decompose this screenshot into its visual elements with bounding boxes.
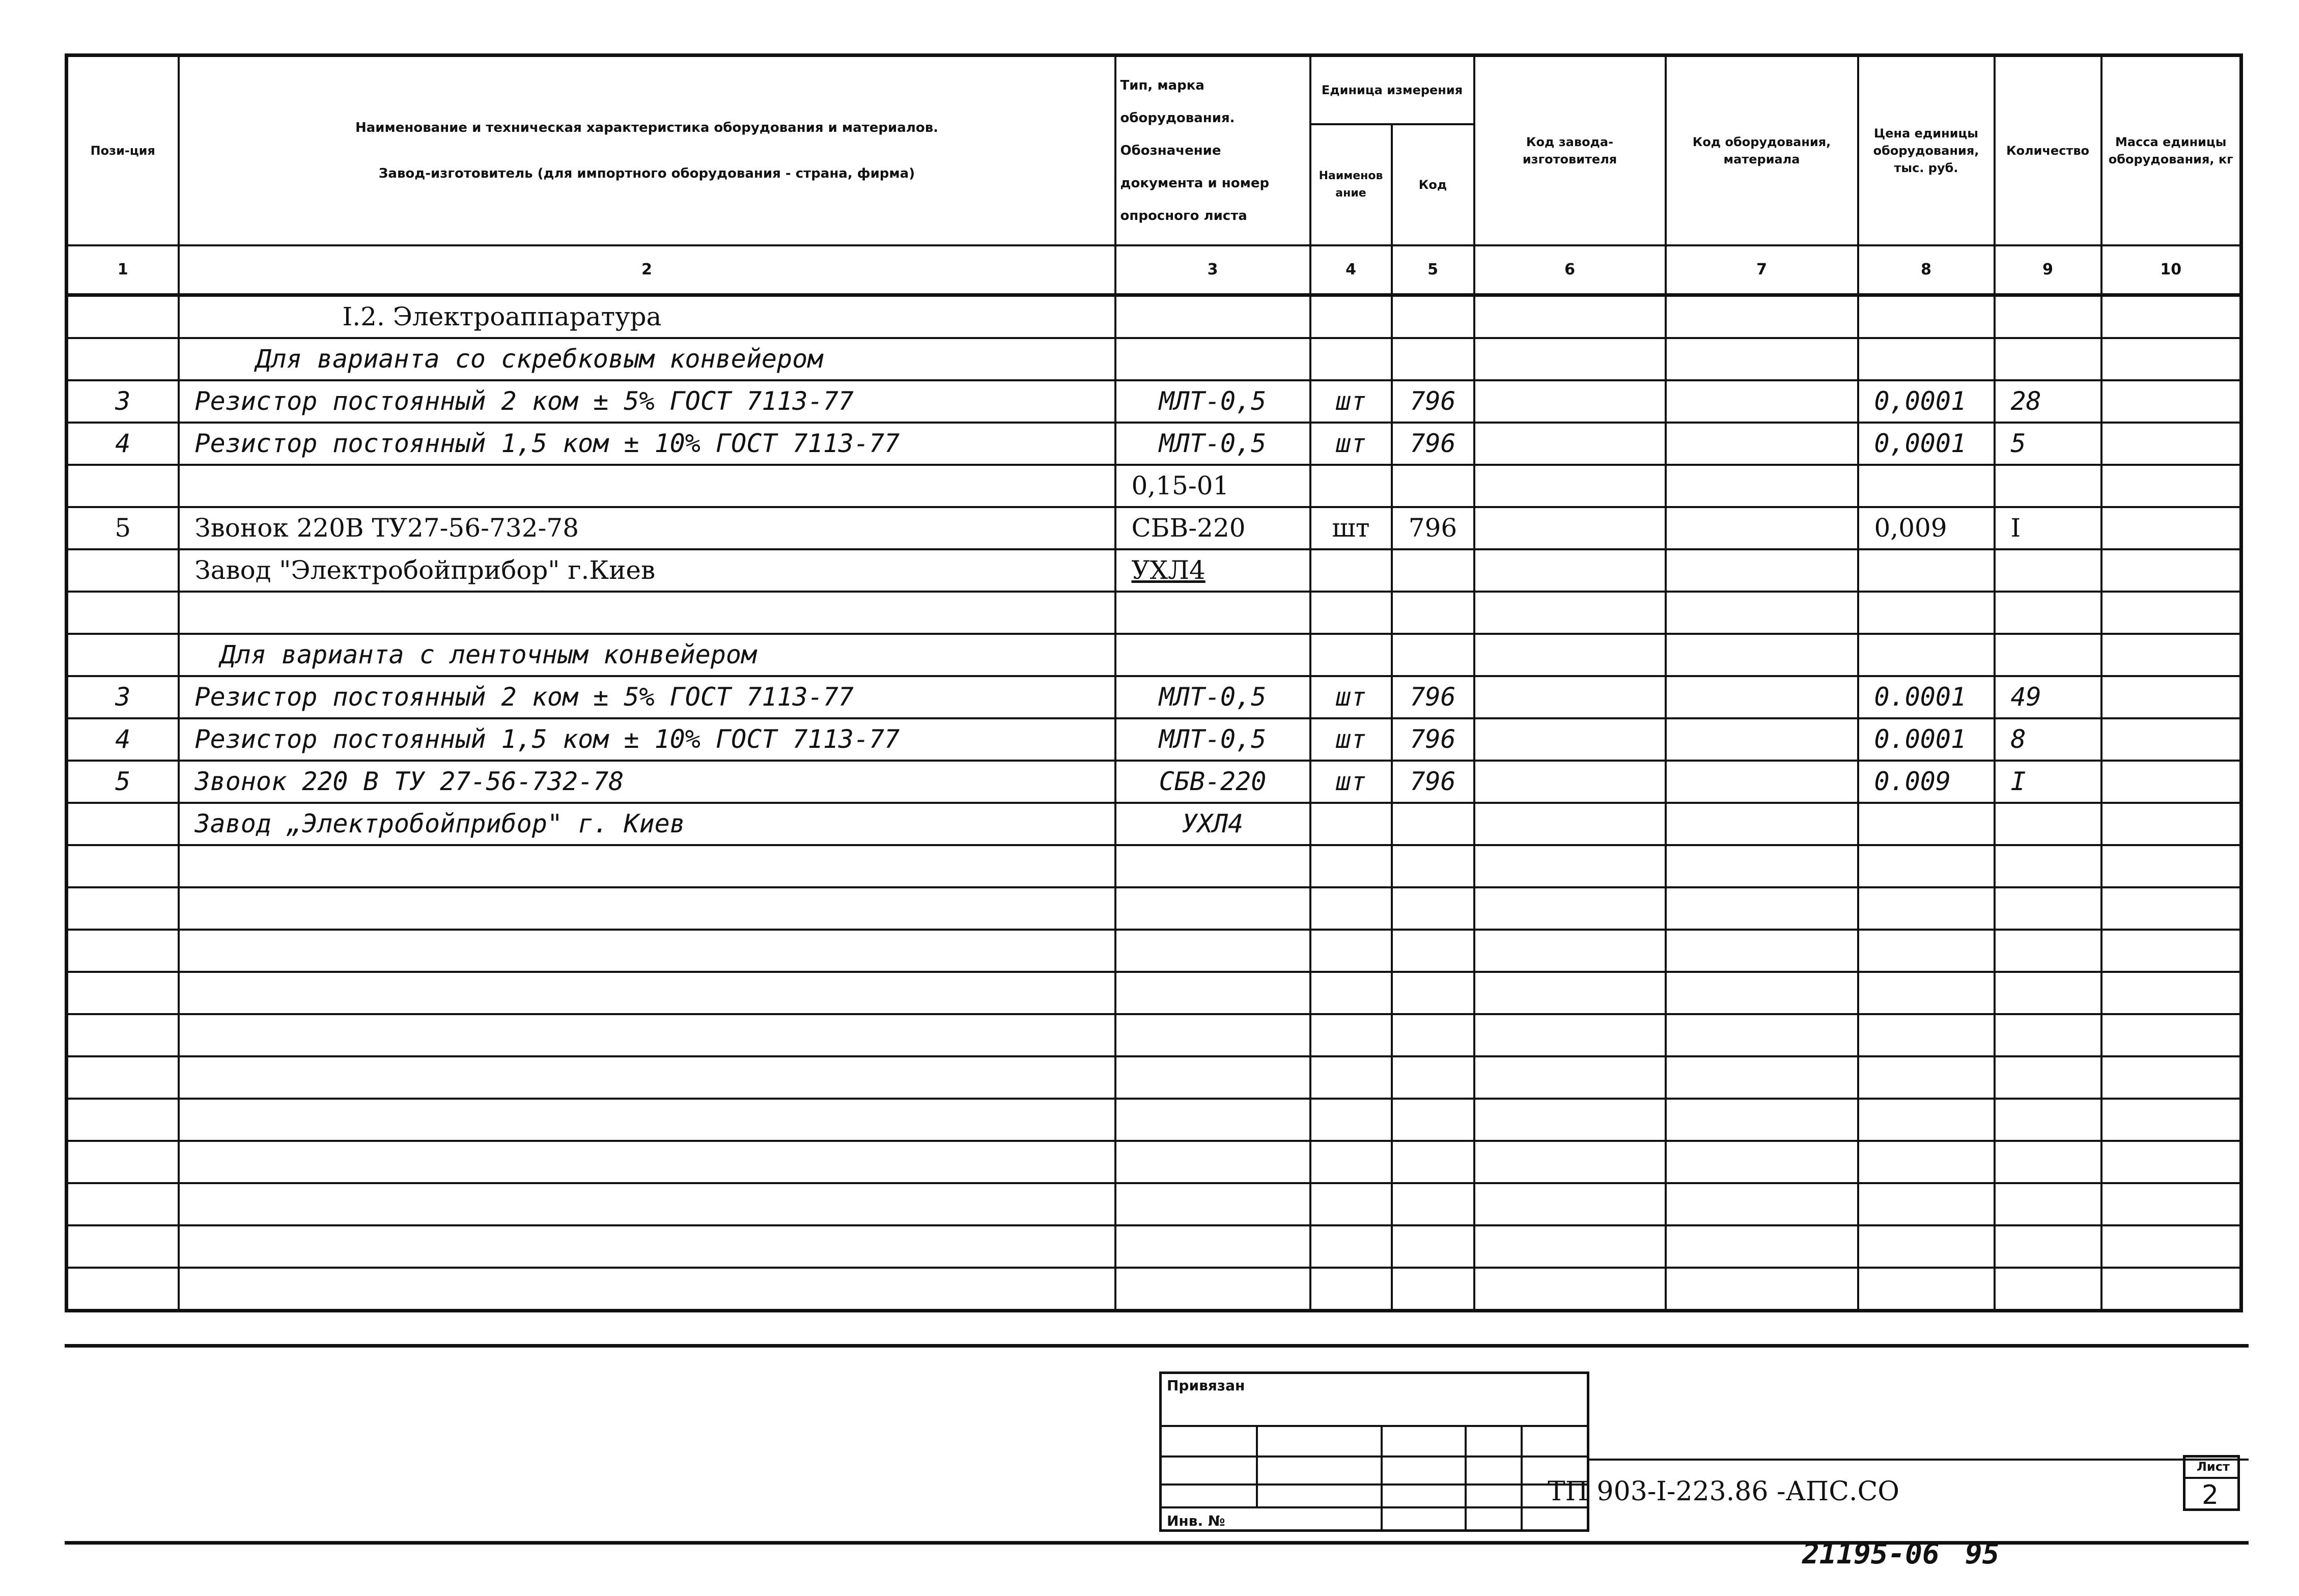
col-number: 2 [179,245,1115,295]
document-code: ТП 903-I-223.86 -АПС.СО [1548,1476,1900,1507]
quantity-cell: 49 [1995,676,2101,718]
type-cell: МЛТ-0,5 [1115,676,1310,718]
quantity-cell: I [1995,761,2101,803]
price-cell: 0.0001 [1858,676,1995,718]
col-header-unit-group: Единица измерения [1310,55,1474,125]
binding-stamp [1159,1371,1589,1532]
col-number: 7 [1666,245,1858,295]
col-header-type: Тип, марка оборудования. Обозначение документа и номер опросного листа [1115,55,1310,246]
empty-row [67,887,2241,930]
col-header-position: Пози-ция [67,55,179,246]
col-header-unit-name: Наименование [1310,124,1392,245]
type-cell: МЛТ-0,5 [1115,423,1310,465]
table-row [67,380,2241,423]
specification-table [65,53,2243,1312]
name-cell: Резистор постоянный 1,5 ком ± 10% ГОСТ 7113-77 [179,718,1115,761]
position-cell: 5 [67,507,179,549]
table-row [67,549,2241,592]
empty-row [67,1056,2241,1099]
type-cell: УХЛ4 [1115,549,1310,592]
archive-number: 21195-06 [1802,1537,1940,1571]
page-number: 95 [1965,1537,2000,1571]
column-numbers-row [67,245,2241,295]
quantity-cell: 28 [1995,380,2101,423]
name-cell: Звонок 220 В ТУ 27-56-732-78 [179,761,1115,803]
stamp-line [1162,1425,1587,1427]
position-cell: 3 [67,676,179,718]
unit-code-cell: 796 [1392,423,1474,465]
col-header-unit-code: Код [1392,124,1474,245]
col-number: 6 [1474,245,1666,295]
unit-code-cell: 796 [1392,718,1474,761]
col-header-mass: Масса единицы оборудования, кг [2101,55,2241,246]
position-cell: 4 [67,718,179,761]
col-header-quantity: Количество [1995,55,2101,246]
type-cell: УХЛ4 [1115,803,1310,845]
col-number: 8 [1858,245,1995,295]
stamp-line [1162,1483,1587,1486]
sheet-number-box [2183,1455,2240,1511]
price-cell: 0,0001 [1858,423,1995,465]
unit-cell: шт [1310,761,1392,803]
specification-rows [67,295,2241,1311]
name-cell: Резистор постоянный 1,5 ком ± 10% ГОСТ 7113-77 [179,423,1115,465]
table-row [67,761,2241,803]
col-number: 3 [1115,245,1310,295]
col-header-name-line1: Наименование и техническая характеристика оборудования и материалов. [355,120,939,135]
empty-row [67,1183,2241,1225]
position-cell: 3 [67,380,179,423]
price-cell: 0.009 [1858,761,1995,803]
quantity-cell: 5 [1995,423,2101,465]
bound-label: Привязан [1167,1377,1245,1394]
quantity-cell: I [1995,507,2101,549]
empty-row [67,1141,2241,1183]
sheet-number: 2 [2202,1480,2219,1510]
position-cell: 4 [67,423,179,465]
section-heading: I.2. Электроаппаратура [179,295,1115,339]
type-cell: СБВ-220 [1115,507,1310,549]
col-header-equipment-code: Код оборудования, материала [1666,55,1858,246]
table-row [67,803,2241,845]
stamp-line [1256,1425,1258,1506]
subsection-row [67,634,2241,676]
col-number: 4 [1310,245,1392,295]
unit-code-cell: 796 [1392,761,1474,803]
table-row [67,423,2241,465]
stamp-line [1381,1425,1383,1529]
table-row [67,592,2241,634]
price-cell: 0.0001 [1858,718,1995,761]
sheet-label: Лист [2197,1460,2230,1474]
unit-cell: шт [1310,423,1392,465]
empty-row [67,1225,2241,1268]
unit-code-cell: 796 [1392,676,1474,718]
type-cell: 0,15-01 [1115,465,1310,507]
section-heading-row [67,295,2241,339]
unit-code-cell: 796 [1392,507,1474,549]
table-row [67,718,2241,761]
type-cell: СБВ-220 [1115,761,1310,803]
sheet-divider [2185,1477,2237,1479]
subsection-heading: Для варианта с ленточным конвейером [179,634,1115,676]
title-divider [1589,1459,2249,1461]
stamp-line [1162,1506,1587,1508]
unit-cell: шт [1310,718,1392,761]
table-row [67,465,2241,507]
col-number: 1 [67,245,179,295]
position-cell: 5 [67,761,179,803]
col-header-price: Цена единицы оборудования, тыс. руб. [1858,55,1995,246]
table-row [67,507,2241,549]
name-cell: Резистор постоянный 2 ком ± 5% ГОСТ 7113-77 [179,676,1115,718]
col-number: 10 [2101,245,2241,295]
name-cell: Завод „Электробойприбор" г. Киев [179,803,1115,845]
price-cell: 0,009 [1858,507,1995,549]
title-block [65,1344,2249,1545]
stamp-line [1162,1455,1587,1458]
col-header-name-line2: Завод-изготовитель (для импортного оборудования - страна, фирма) [378,166,915,181]
empty-row [67,1268,2241,1311]
empty-row [67,972,2241,1014]
name-cell: Звонок 220В ТУ27-56-732-78 [179,507,1115,549]
empty-row [67,845,2241,887]
stamp-line [1465,1425,1467,1529]
unit-cell: шт [1310,507,1392,549]
type-cell: МЛТ-0,5 [1115,380,1310,423]
inventory-label: Инв. № [1167,1513,1225,1529]
col-number: 5 [1392,245,1474,295]
name-cell: Завод "Электробойприбор" г.Киев [179,549,1115,592]
empty-row [67,930,2241,972]
unit-code-cell: 796 [1392,380,1474,423]
unit-cell: шт [1310,380,1392,423]
stamp-line [1521,1425,1523,1529]
col-header-name [179,55,1115,246]
col-header-factory-code: Код завода-изготовителя [1474,55,1666,246]
name-cell: Резистор постоянный 2 ком ± 5% ГОСТ 7113-77 [179,380,1115,423]
header-row-1 [67,55,2241,125]
empty-row [67,1099,2241,1141]
type-cell: МЛТ-0,5 [1115,718,1310,761]
price-cell: 0,0001 [1858,380,1995,423]
subsection-heading: Для варианта со скребковым конвейером [179,338,1115,380]
table-row [67,676,2241,718]
subsection-row [67,338,2241,380]
col-number: 9 [1995,245,2101,295]
unit-cell: шт [1310,676,1392,718]
empty-row [67,1014,2241,1056]
quantity-cell: 8 [1995,718,2101,761]
